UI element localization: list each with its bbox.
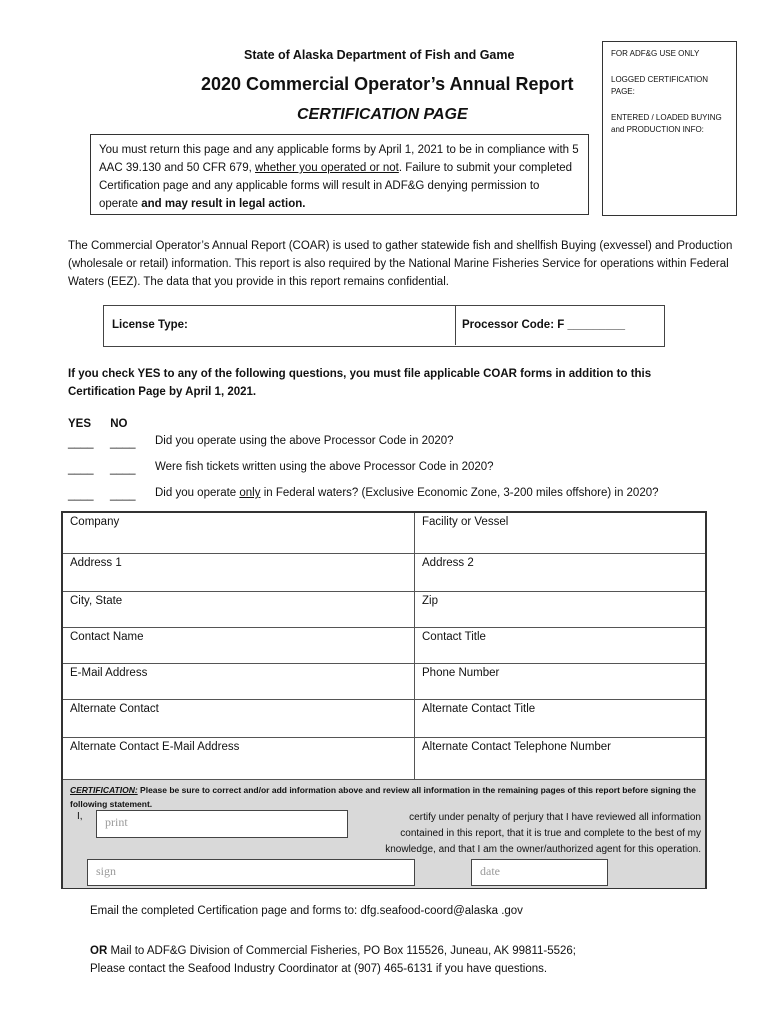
i-label: I, — [77, 811, 83, 822]
yes-label: YES — [68, 418, 92, 430]
certify-line-2: contained in this report, that it is true and complete to the best of my — [400, 828, 701, 839]
email-instructions: Email the completed Certification page and forms to: dfg.seafood-coord@alaska .gov — [90, 905, 523, 917]
contact-info-table — [61, 511, 707, 889]
notice-part2: . Failure to submit your completed Certification page and any applicable forms will result in ADF&G denying permission to operate — [99, 162, 573, 210]
q2-no-blank[interactable]: ____ — [110, 463, 136, 475]
license-type-field[interactable]: License Type: — [112, 319, 188, 331]
alt-title-field[interactable]: Alternate Contact Title — [422, 703, 536, 715]
phone-field[interactable]: Phone Number — [422, 667, 500, 679]
certify-statement — [329, 810, 701, 858]
notice-part1: You must return this page and any applicable forms by April 1, 2021 to be in compliance with 5 AAC 39.130 and 50 CFR 679, — [99, 144, 579, 174]
q3-pre: Did you operate — [155, 487, 240, 499]
q2-yes-blank[interactable]: ____ — [68, 463, 94, 475]
certify-line-1: certify under penalty of perjury that I have reviewed all information — [409, 812, 701, 823]
entered-loaded-label: ENTERED / LOADED BUYING and PRODUCTION INFO: — [611, 113, 722, 134]
certification-page-heading: CERTIFICATION PAGE — [297, 106, 468, 123]
contact-coordinator: Please contact the Seafood Industry Coordinator at (907) 465-6131 if you have questions. — [90, 963, 548, 975]
report-title-text: 2020 Commercial Operator’s Annual Report — [201, 74, 574, 94]
department-name: State of Alaska Department of Fish and Game — [244, 48, 515, 62]
certification-label: CERTIFICATION: — [70, 785, 138, 795]
address1-field[interactable]: Address 1 — [70, 557, 122, 569]
contact-name-field[interactable]: Contact Name — [70, 631, 144, 643]
question-2: Were fish tickets written using the above Processor Code in 2020? — [155, 461, 494, 473]
alt-contact-field[interactable]: Alternate Contact — [70, 703, 159, 715]
question-3 — [155, 487, 659, 499]
q1-no-blank[interactable]: ____ — [110, 437, 136, 449]
q3-post: in Federal waters? (Exclusive Economic Zone, 3-200 miles offshore) in 2020? — [260, 487, 659, 499]
q3-only: only — [239, 487, 261, 499]
q3-no-blank[interactable]: ____ — [110, 489, 136, 501]
deadline-notice — [90, 134, 589, 215]
certification-instructions — [70, 783, 700, 811]
logged-certification-label: LOGGED CERTIFICATION PAGE: — [611, 75, 709, 96]
certification-text: Please be sure to correct and/or add information above and review all information in the remaining pages of this report before signing the following statement. — [70, 785, 696, 809]
address2-field[interactable]: Address 2 — [422, 557, 474, 569]
city-state-field[interactable]: City, State — [70, 595, 123, 607]
print-name-input[interactable]: print — [96, 810, 348, 838]
zip-field[interactable]: Zip — [422, 595, 438, 607]
company-field[interactable]: Company — [70, 516, 120, 528]
office-use-box — [602, 41, 737, 216]
facility-field[interactable]: Facility or Vessel — [422, 516, 509, 528]
alt-phone-field[interactable]: Alternate Contact Telephone Number — [422, 741, 612, 753]
mail-instructions — [90, 942, 576, 978]
email-field[interactable]: E-Mail Address — [70, 667, 148, 679]
q1-yes-blank[interactable]: ____ — [68, 437, 94, 449]
contact-title-field[interactable]: Contact Title — [422, 631, 486, 643]
or-label: OR — [90, 945, 108, 957]
yes-no-header — [68, 418, 127, 430]
certification-section — [63, 779, 705, 888]
alt-email-field[interactable]: Alternate Contact E-Mail Address — [70, 741, 240, 753]
signature-input[interactable]: sign — [87, 859, 415, 886]
notice-bold: and may result in legal action. — [141, 198, 306, 210]
no-label: NO — [110, 418, 128, 430]
question-1: Did you operate using the above Processor Code in 2020? — [155, 435, 454, 447]
if-yes-instructions: If you check YES to any of the following questions, you must file applicable COAR forms in addition to this Certification Page by April 1, 2021. — [68, 368, 652, 398]
notice-underlined: whether you operated or not — [255, 162, 399, 174]
date-input[interactable]: date — [471, 859, 608, 886]
intro-paragraph: The Commercial Operator’s Annual Report (COAR) is used to gather statewide fish and shellfish Buying (exvessel) and Production (wholesale or retail) information. This report is also required by the National Marine Fisheries Service for operations within Federal Waters (EEZ). The data that you provide in this report remains confidential. — [68, 240, 733, 288]
license-box — [103, 305, 665, 347]
q3-yes-blank[interactable]: ____ — [68, 489, 94, 501]
office-use-heading: FOR ADF&G USE ONLY — [611, 49, 700, 58]
mail-address: Mail to ADF&G Division of Commercial Fisheries, PO Box 115526, Juneau, AK 99811-5526; — [107, 945, 576, 957]
processor-code-field[interactable]: Processor Code: F _________ — [462, 319, 626, 331]
certify-line-3: knowledge, and that I am the owner/authorized agent for this operation. — [385, 844, 701, 855]
